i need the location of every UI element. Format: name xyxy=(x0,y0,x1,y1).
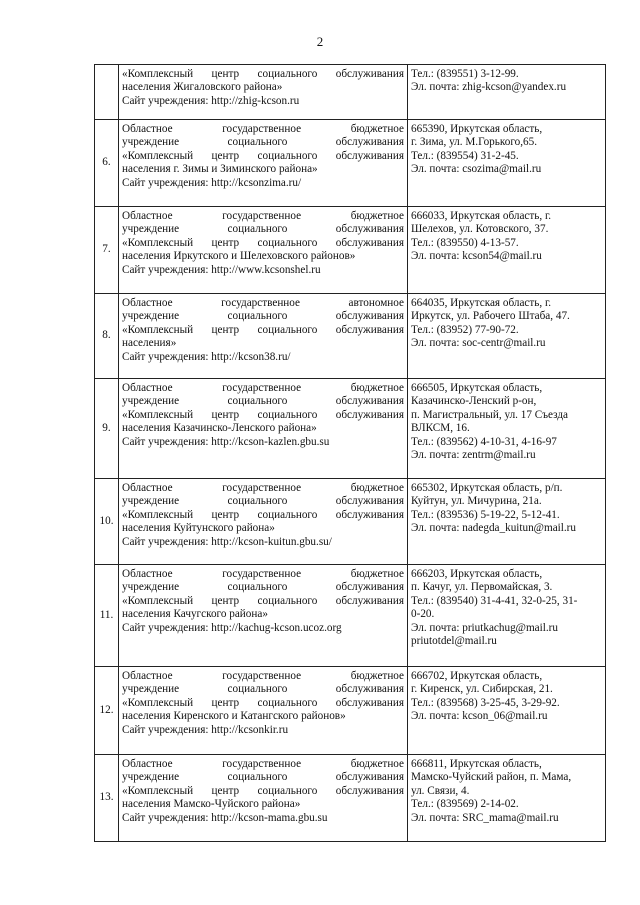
table-row xyxy=(95,479,606,565)
organization-cell xyxy=(119,755,408,842)
contact-cell xyxy=(408,65,606,120)
contact-line: ул. Связи, 4. xyxy=(411,784,470,797)
contact-line: Эл. почта: kcson_06@mail.ru xyxy=(411,710,548,723)
contact-cell xyxy=(408,565,606,667)
contact-line: Эл. почта: SRC_mama@mail.ru xyxy=(411,811,559,824)
organization-name-line: «Комплексный центр социального обслуживания xyxy=(122,408,404,421)
contact-cell xyxy=(408,294,606,379)
table-row xyxy=(95,120,606,207)
website-line: Сайт учреждения: http://kcson-kazlen.gbu.su xyxy=(122,435,330,448)
row-number: 10. xyxy=(95,479,119,565)
organization-name-line: Областное государственное бюджетное xyxy=(122,482,404,494)
contact-line: Тел.: (839536) 5-19-22, 5-12-41. xyxy=(411,508,560,521)
table-row xyxy=(95,207,606,294)
table-row xyxy=(95,294,606,379)
organization-name-line: учреждение социального обслуживания xyxy=(122,223,404,236)
organization-name-line: населения» xyxy=(122,337,177,350)
row-number xyxy=(95,65,119,120)
organization-name-line: Областное государственное бюджетное xyxy=(122,210,404,222)
organization-name-line: «Комплексный центр социального обслуживания xyxy=(122,508,404,521)
organization-cell xyxy=(119,120,408,207)
contact-cell xyxy=(408,379,606,479)
organization-name-line: населения Казачинско-Ленского района» xyxy=(122,422,317,435)
organization-name-line: учреждение социального обслуживания xyxy=(122,136,404,149)
table-row xyxy=(95,565,606,667)
contact-line: Мамско-Чуйский район, п. Мама, xyxy=(411,771,572,784)
contact-line: priutotdel@mail.ru xyxy=(411,635,497,648)
contact-cell xyxy=(408,755,606,842)
contact-line: 665390, Иркутская область, xyxy=(411,123,543,135)
website-line: Сайт учреждения: http://kcson38.ru/ xyxy=(122,350,291,363)
organization-name-line: населения Куйтунского района» xyxy=(122,522,275,535)
contact-line: Эл. почта: priutkachug@mail.ru xyxy=(411,621,558,634)
contact-line: 666203, Иркутская область, xyxy=(411,568,543,580)
row-number: 11. xyxy=(95,565,119,667)
organization-name-line: учреждение социального обслуживания xyxy=(122,495,404,508)
table-row xyxy=(95,667,606,755)
contact-line: Эл. почта: kcson54@mail.ru xyxy=(411,250,542,263)
row-number: 12. xyxy=(95,667,119,755)
organization-name-line: населения Мамско-Чуйского района» xyxy=(122,798,301,811)
website-line: Сайт учреждения: http://kcson-mama.gbu.su xyxy=(122,811,328,824)
organization-name-line: учреждение социального обслуживания xyxy=(122,310,404,323)
contact-line: п. Магистральный, ул. 17 Съезда xyxy=(411,408,568,421)
contact-line: Эл. почта: zentrm@mail.ru xyxy=(411,449,536,462)
organization-name-line: Областное государственное бюджетное xyxy=(122,123,404,135)
contact-line: 665302, Иркутская область, р/п. xyxy=(411,482,563,494)
row-number: 9. xyxy=(95,379,119,479)
organization-name-line: населения Иркутского и Шелеховского районов» xyxy=(122,250,356,263)
table-row xyxy=(95,379,606,479)
website-line: Сайт учреждения: http://zhig-kcson.ru xyxy=(122,94,300,107)
contact-line: Тел.: (839569) 2-14-02. xyxy=(411,798,519,811)
contact-line: ВЛКСМ, 16. xyxy=(411,422,470,435)
contact-cell xyxy=(408,479,606,565)
contact-line: 666033, Иркутская область, г. xyxy=(411,210,552,222)
organization-name-line: «Комплексный центр социального обслуживания xyxy=(122,149,404,162)
table-row xyxy=(95,65,606,120)
organization-cell xyxy=(119,565,408,667)
organization-name-line: «Комплексный центр социального обслуживания xyxy=(122,236,404,249)
website-line: Сайт учреждения: http://kcson-kuitun.gbu.su/ xyxy=(122,535,332,548)
contact-line: Шелехов, ул. Котовского, 37. xyxy=(411,223,549,236)
organization-cell xyxy=(119,479,408,565)
organization-name-line: населения Киренского и Катангского районов» xyxy=(122,710,346,723)
contact-line: 666702, Иркутская область, xyxy=(411,670,543,682)
row-number: 7. xyxy=(95,207,119,294)
contact-line: Казачинско-Ленский р-он, xyxy=(411,395,537,408)
website-line: Сайт учреждения: http://kcsonkir.ru xyxy=(122,723,289,736)
contact-line: г. Зима, ул. М.Горького,65. xyxy=(411,136,538,149)
contact-line: Тел.: (839562) 4-10-31, 4-16-97 xyxy=(411,435,557,448)
contact-cell xyxy=(408,667,606,755)
contact-line: 664035, Иркутская область, г. xyxy=(411,297,552,309)
contact-line: 666811, Иркутская область, xyxy=(411,758,542,770)
organization-name-line: учреждение социального обслуживания xyxy=(122,683,404,696)
organization-name-line: «Комплексный центр социального обслуживания xyxy=(122,696,404,709)
organization-cell xyxy=(119,294,408,379)
organization-name-line: «Комплексный центр социального обслуживания xyxy=(122,68,404,80)
row-number: 13. xyxy=(95,755,119,842)
contact-line: Эл. почта: zhig-kcson@yandex.ru xyxy=(411,81,567,94)
contact-line: Эл. почта: nadegda_kuitun@mail.ru xyxy=(411,522,576,535)
row-number: 6. xyxy=(95,120,119,207)
organization-cell xyxy=(119,207,408,294)
contact-line: 0-20. xyxy=(411,608,435,621)
organization-name-line: Областное государственное бюджетное xyxy=(122,670,404,682)
contact-line: Тел.: (839554) 31-2-45. xyxy=(411,149,519,162)
contact-line: Иркутск, ул. Рабочего Штаба, 47. xyxy=(411,310,570,323)
organization-name-line: учреждение социального обслуживания xyxy=(122,771,404,784)
contact-line: п. Качуг, ул. Первомайская, 3. xyxy=(411,581,553,594)
organization-name-line: Областное государственное бюджетное xyxy=(122,568,404,580)
organization-cell xyxy=(119,379,408,479)
organization-name-line: учреждение социального обслуживания xyxy=(122,395,404,408)
organization-name-line: населения Качугского района» xyxy=(122,608,268,621)
organization-name-line: Областное государственное автономное xyxy=(122,297,404,309)
contact-line: 666505, Иркутская область, xyxy=(411,382,543,394)
table-row xyxy=(95,755,606,842)
organization-name-line: учреждение социального обслуживания xyxy=(122,581,404,594)
organization-name-line: населения г. Зимы и Зиминского района» xyxy=(122,163,318,176)
contact-line: Куйтун, ул. Мичурина, 21а. xyxy=(411,495,542,508)
page-number: 2 xyxy=(316,34,324,49)
organization-name-line: населения Жигаловского района» xyxy=(122,81,283,94)
contact-cell xyxy=(408,207,606,294)
organization-name-line: «Комплексный центр социального обслуживания xyxy=(122,594,404,607)
contact-line: Тел.: (839568) 3-25-45, 3-29-92. xyxy=(411,696,560,709)
website-line: Сайт учреждения: http://www.kcsonshel.ru xyxy=(122,263,321,276)
row-number: 8. xyxy=(95,294,119,379)
website-line: Сайт учреждения: http://kcsonzima.ru/ xyxy=(122,176,302,189)
institutions-table xyxy=(94,64,606,842)
website-line: Сайт учреждения: http://kachug-kcson.ucoz.org xyxy=(122,621,342,634)
organization-name-line: Областное государственное бюджетное xyxy=(122,382,404,394)
contact-line: Тел.: (83952) 77-90-72. xyxy=(411,323,519,336)
contact-line: Эл. почта: soc-centr@mail.ru xyxy=(411,337,546,350)
organization-name-line: «Комплексный центр социального обслуживания xyxy=(122,784,404,797)
contact-line: г. Киренск, ул. Сибирская, 21. xyxy=(411,683,553,696)
contact-cell xyxy=(408,120,606,207)
contact-line: Тел.: (839540) 31-4-41, 32-0-25, 31- xyxy=(411,594,578,607)
contact-line: Эл. почта: csozima@mail.ru xyxy=(411,163,542,176)
contact-line: Тел.: (839551) 3-12-99. xyxy=(411,68,519,80)
organization-name-line: Областное государственное бюджетное xyxy=(122,758,404,770)
contact-line: Тел.: (839550) 4-13-57. xyxy=(411,236,519,249)
organization-cell xyxy=(119,65,408,120)
organization-cell xyxy=(119,667,408,755)
organization-name-line: «Комплексный центр социального обслуживания xyxy=(122,323,404,336)
